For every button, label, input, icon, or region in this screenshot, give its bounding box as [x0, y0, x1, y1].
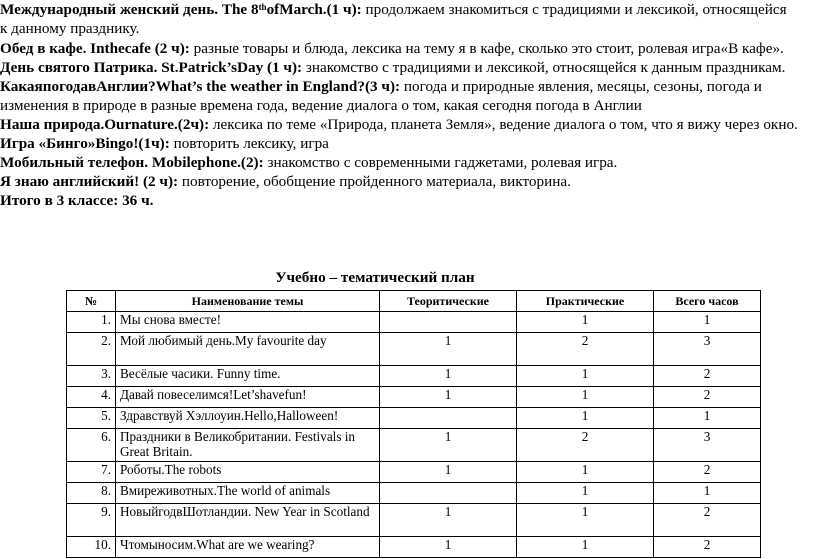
- table-row: [67, 483, 761, 504]
- row-number: 8.: [67, 483, 116, 504]
- table-row: [67, 408, 761, 429]
- para-mobile: Мобильный телефон. Mobilephone.(2): знакомство с современными гаджетами, ролевая игра.: [0, 154, 618, 171]
- table-row: [67, 504, 761, 537]
- row-theory: [380, 483, 517, 504]
- para-weather: КакаяпогодавАнглии?What’s the weather in England?(3 ч): погода и природные явления, месяцы, сезоны, погода и: [0, 78, 762, 95]
- col-header-number: №: [67, 291, 116, 312]
- col-header-total: Всего часов: [654, 291, 761, 312]
- row-practice: 1: [517, 366, 654, 387]
- row-total: 1: [654, 312, 761, 333]
- col-header-practice: Практические: [517, 291, 654, 312]
- row-topic: Давай повеселимся!Let’shavefun!: [116, 387, 380, 408]
- row-topic: НовыйгодвШотландии. New Year in Scotland: [116, 504, 380, 537]
- row-total: 3: [654, 333, 761, 366]
- row-practice: 2: [517, 429, 654, 462]
- row-total: 1: [654, 408, 761, 429]
- row-total: 2: [654, 537, 761, 558]
- table-row: [67, 462, 761, 483]
- row-total: 1: [654, 483, 761, 504]
- col-header-topic: Наименование темы: [116, 291, 380, 312]
- table-row: [67, 387, 761, 408]
- row-practice: 1: [517, 408, 654, 429]
- row-topic: Здравствуй Хэллоуин.Hello,Halloween!: [116, 408, 380, 429]
- row-number: 7.: [67, 462, 116, 483]
- table-row: [67, 366, 761, 387]
- row-total: 2: [654, 504, 761, 537]
- table-row: [67, 333, 761, 366]
- table-row: [67, 429, 761, 462]
- para-cafe: Обед в кафе. Inthecafe (2 ч): разные товары и блюда, лексика на тему я в кафе, сколько это стоит, ролевая игра«В кафе».: [0, 40, 784, 57]
- para-weather-cont: изменения в природе в разные времена года, ведение диалога о том, какая сегодня погода в Англии: [0, 97, 642, 114]
- row-theory: [380, 312, 517, 333]
- row-practice: 1: [517, 483, 654, 504]
- row-practice: 1: [517, 462, 654, 483]
- row-number: 5.: [67, 408, 116, 429]
- row-practice: 2: [517, 333, 654, 366]
- row-theory: 1: [380, 429, 517, 462]
- row-number: 9.: [67, 504, 116, 537]
- row-total: 3: [654, 429, 761, 462]
- row-total: 2: [654, 387, 761, 408]
- row-practice: 1: [517, 537, 654, 558]
- row-number: 2.: [67, 333, 116, 366]
- row-number: 6.: [67, 429, 116, 462]
- row-theory: 1: [380, 387, 517, 408]
- para-bingo: Игра «Бинго»Bingo!(1ч): повторить лексику, игра: [0, 135, 329, 152]
- row-topic: Роботы.The robots: [116, 462, 380, 483]
- row-theory: 1: [380, 504, 517, 537]
- row-practice: 1: [517, 312, 654, 333]
- row-total: 2: [654, 462, 761, 483]
- para-nature: Наша природа.Ournature.(2ч): лексика по теме «Природа, планета Земля», ведение диалога о том, что я вижу через окно.: [0, 116, 798, 133]
- row-topic: Праздники в Великобритании. Festivals in Great Britain.: [116, 429, 380, 462]
- col-header-theory: Теоритические: [380, 291, 517, 312]
- row-theory: 1: [380, 333, 517, 366]
- row-theory: 1: [380, 462, 517, 483]
- row-topic: Мы снова вместе!: [116, 312, 380, 333]
- para-i-know-english: Я знаю английский! (2 ч): повторение, обобщение пройденного материала, викторина.: [0, 173, 571, 190]
- para-womens-day: Международный женский день. The 8thofMarch.(1 ч): продолжаем знакомиться с традициями и лексикой, относящейся: [0, 1, 787, 18]
- row-theory: 1: [380, 366, 517, 387]
- plan-table: [66, 290, 761, 558]
- para-total: Итого в 3 классе: 36 ч.: [0, 192, 154, 209]
- table-row: [67, 312, 761, 333]
- para-womens-day-cont: к данному празднику.: [0, 20, 140, 37]
- row-topic: Чтомыносим.What are we wearing?: [116, 537, 380, 558]
- row-number: 3.: [67, 366, 116, 387]
- row-topic: Мой любимый день.My favourite day: [116, 333, 380, 366]
- row-total: 2: [654, 366, 761, 387]
- row-number: 10.: [67, 537, 116, 558]
- plan-title: Учебно – тематический план: [275, 269, 475, 286]
- table-row: [67, 537, 761, 558]
- row-theory: 1: [380, 537, 517, 558]
- row-topic: Вмирeживотных.The world of animals: [116, 483, 380, 504]
- row-practice: 1: [517, 387, 654, 408]
- row-theory: [380, 408, 517, 429]
- row-number: 1.: [67, 312, 116, 333]
- row-practice: 1: [517, 504, 654, 537]
- row-number: 4.: [67, 387, 116, 408]
- para-st-patrick: День святого Патрика. St.Patrick’sDay (1 ч): знакомство с традициями и лексикой, относящейся к данным праздникам.: [0, 59, 786, 76]
- table-header-row: [67, 291, 761, 312]
- row-topic: Весёлые часики. Funny time.: [116, 366, 380, 387]
